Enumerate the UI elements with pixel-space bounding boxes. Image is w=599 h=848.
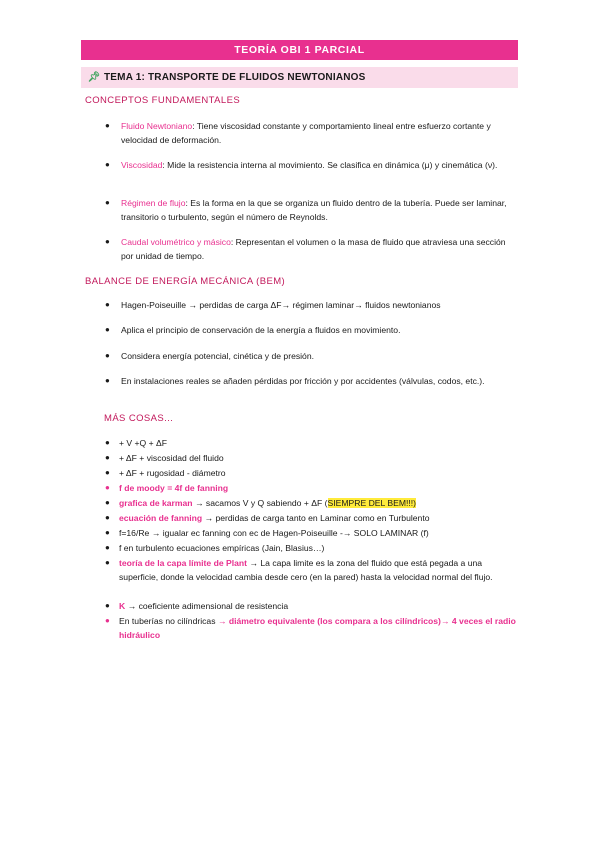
bullet-icon: ●	[105, 160, 110, 169]
heading-balance: BALANCE DE ENERGÍA MECÁNICA (BEM)	[85, 276, 286, 287]
heading-conceptos: CONCEPTOS FUNDAMENTALES	[85, 95, 241, 106]
bullet-icon: ●	[105, 616, 110, 625]
list-item: ● + ΔF + viscosidad del fluido	[105, 453, 224, 463]
pin-icon: 📌︎	[87, 72, 101, 83]
definition: : Tiene viscosidad constante y comportamiento lineal entre esfuerzo cortante y velocidad de deformación.	[121, 121, 491, 145]
bullet-icon: ●	[105, 528, 110, 537]
list-item: ● Aplica el principio de conservación de la energía a fluidos en movimiento.	[105, 325, 401, 335]
list-item	[105, 235, 520, 263]
bullet-icon: ●	[105, 438, 110, 447]
bullet-icon: ●	[105, 468, 110, 477]
bullet-icon: ●	[105, 483, 110, 492]
bullet-icon: ●	[105, 601, 110, 610]
list-item: ● grafica de karman → sacamos V y Q sabiendo + ΔF (SIEMPRE DEL BEM!!!)	[105, 498, 417, 508]
list-item: ● En tuberías no cilíndricas → diámetro equivalente (los compara a los cilíndricos)→ 4 veces el radio hidráulico	[105, 616, 516, 640]
definition: : Representan el volumen o la masa de fluido que atraviesa una sección por unidad de tiempo.	[121, 237, 506, 261]
bullet-icon: ●	[105, 513, 110, 522]
list-item: ● f=16/Re → igualar ec fanning con ec de Hagen-Poiseuille -→ SOLO LAMINAR (f)	[105, 528, 429, 538]
bullet-icon: ●	[105, 498, 110, 507]
list-item: ● f en turbulento ecuaciones empíricas (Jain, Blasius…)	[105, 543, 325, 553]
list-item: ● ecuación de fanning → perdidas de carga tanto en Laminar como en Turbulento	[105, 513, 430, 523]
section-header	[81, 67, 518, 88]
bullet-icon: ●	[105, 376, 110, 385]
bullet-icon: ●	[105, 300, 110, 309]
term: Fluido Newtoniano	[121, 121, 193, 131]
list-item: ● + V +Q + ΔF	[105, 438, 168, 448]
list-item: ● Hagen-Poiseuille → perdidas de carga ΔF→ régimen laminar→ fluidos newtonianos	[105, 300, 441, 310]
bullet-icon: ●	[105, 237, 110, 246]
bullet-icon: ●	[105, 453, 110, 462]
bullet-icon: ●	[105, 198, 110, 207]
term: Régimen de flujo	[121, 198, 186, 208]
list-item: ● Considera energía potencial, cinética y de presión.	[105, 351, 314, 361]
bullet-icon: ●	[105, 325, 110, 334]
term: Viscosidad	[121, 160, 163, 170]
list-item	[105, 119, 520, 147]
list-item: ● K → coeficiente adimensional de resistencia	[105, 601, 289, 611]
heading-mas-cosas: MÁS COSAS...	[104, 413, 174, 424]
document-title: TEORÍA OBI 1 PARCIAL	[81, 40, 518, 60]
bullet-icon: ●	[105, 558, 110, 567]
list-item: ● teoría de la capa límite de Plant → La capa limite es la zona del fluido que está pegada a una superficie, donde la velocidad cambia desde cero (en la pared) hasta la velocidad normal del flujo.	[105, 558, 493, 582]
list-item: ● En instalaciones reales se añaden pérdidas por fricción y por accidentes (válvulas, codos, etc.).	[105, 376, 485, 386]
list-item	[105, 196, 520, 224]
bullet-icon: ●	[105, 351, 110, 360]
list-item: ● f de moody = 4f de fanning	[105, 483, 229, 493]
definition: : Es la forma en la que se organiza un fluido dentro de la tubería. Puede ser laminar, transitorio o turbulento, según el número de Reynolds.	[121, 198, 507, 222]
list-item	[105, 158, 520, 172]
definition: : Mide la resistencia interna al movimiento. Se clasifica en dinámica (μ) y cinemática (ν).	[162, 160, 498, 170]
bullet-icon: ●	[105, 121, 110, 130]
highlight: SIEMPRE DEL BEM!!!)	[327, 498, 417, 508]
term: Caudal volumétrico y másico	[121, 237, 231, 247]
list-item: ● + ΔF + rugosidad - diámetro	[105, 468, 226, 478]
bullet-icon: ●	[105, 543, 110, 552]
section-title: TEMA 1: TRANSPORTE DE FLUIDOS NEWTONIANOS	[103, 72, 366, 83]
